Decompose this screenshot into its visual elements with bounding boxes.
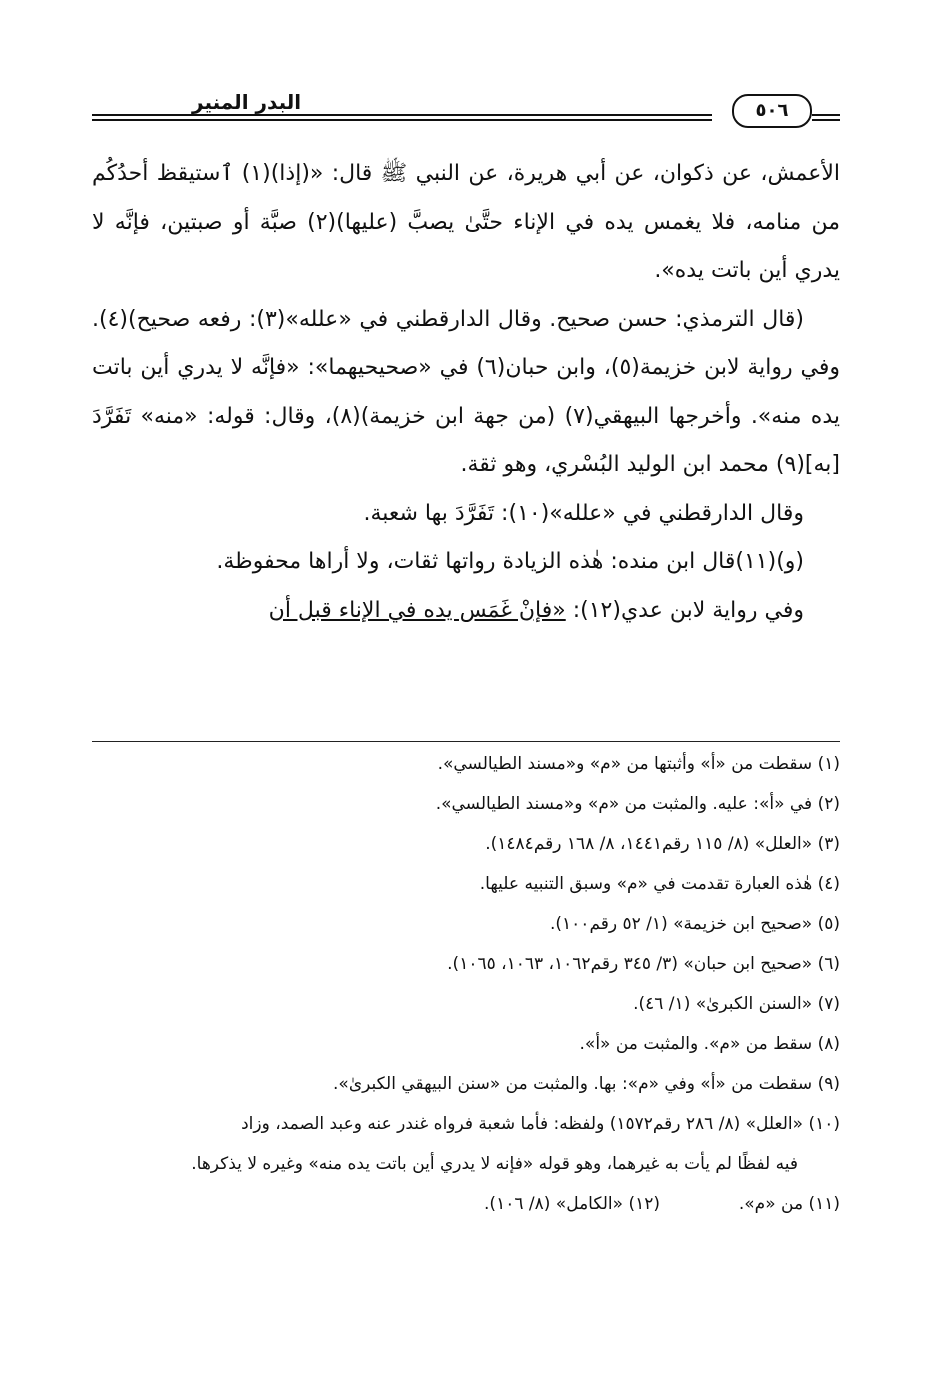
footnote-10 [92,1104,840,1184]
footnote-12: (١٢) «الكامل» (٨/ ١٠٦). [484,1194,660,1214]
paragraph-3: وقال الدارقطني في «علله»(١٠): تَفَرَّدَ بها شعبة. [363,500,804,526]
footnote-10-line-1: (١٠) «العلل» (٨/ ٢٨٦ رقم١٥٧٢) ولفظه: فأما شعبة فرواه غندر عنه وعبد الصمد، وزاد [241,1114,840,1134]
footnote-7: (٧) «السنن الكبرىٰ» (١/ ٤٦). [633,994,840,1014]
footnote-8: (٨) سقط من «م». والمثبت من «أ». [579,1034,840,1054]
paragraph-5 [92,587,840,636]
footnote-separator [92,741,840,742]
paragraph-4: (و)(١١)قال ابن منده: هٰذه الزيادة رواتها ثقات، ولا أراها محفوظة. [216,549,804,574]
footnote-4: (٤) هٰذه العبارة تقدمت في «م» وسبق التنبيه عليها. [479,874,840,894]
header-rule [92,114,712,122]
footnote-1: (١) سقطت من «أ» وأثبتها من «م» و«مسند الطيالسي». [437,754,840,774]
footnote-5: (٥) «صحيح ابن خزيمة» (١/ ٥٢ رقم١٠٠). [550,914,840,934]
footnote-row-11-12 [92,1184,840,1224]
page-number: ٥٠٦ [732,94,812,128]
footnote-6: (٦) «صحيح ابن حبان» (٣/ ٣٤٥ رقم١٠٦٢، ١٠٦٣، ١٠٦٥). [447,954,840,974]
paragraph-5-start: وفي رواية لابن عدي(١٢): [565,597,804,623]
paragraph-2: (قال الترمذي: حسن صحيح. وقال الدارقطني في «علله»(٣): رفعه صحيح)(٤). وفي رواية لابن خزيمة(٥)، وابن حبان(٦) في «صحيحيهما»: «فإنَّه لا يدري أين باتت يده منه». وأخرجها البيهقي(٧) (من جهة ابن خزيمة)(٨)، وقال: قوله: «منه» تَفَرَّدَ [به](٩) محمد ابن الوليد البُسْري، وهو ثقة. [92,306,840,477]
header-rule-tail [812,114,840,122]
paragraph-1: الأعمش، عن ذكوان، عن أبي هريرة، عن النبي ﷺ قال: «(إذا)(١) ٱستيقظ أحدُكُم من منامه، فلا يغمس يده في الإناء حتَّىٰ يصبَّ (عليها)(٢) صبَّة أو صبتين، فإنَّه لا يدري أين باتت يده». [92,161,841,283]
footnote-9: (٩) سقطت من «أ» وفي «م»: بها. والمثبت من «سنن البيهقي الكبرىٰ». [333,1074,840,1094]
footnote-2: (٢) في «أ»: عليه. والمثبت من «م» و«مسند الطيالسي». [435,794,840,814]
running-title: البدر المنير [192,90,302,114]
footnote-3: (٣) «العلل» (٨/ ١١٥ رقم١٤٤١، ٨/ ١٦٨ رقم١٤٨٤). [485,834,840,854]
footnotes [92,744,840,1224]
page-header [92,86,840,126]
main-text [92,150,840,635]
footnote-10-line-2: فيه لفظًا لم يأت به غيرهما، وهو قوله «فإنه لا يدري أين باتت يده منه» وغيره لا يذكرها. [191,1154,798,1174]
paragraph-5-quote: «فإنْ غَمَس يده في الإناء قبل أن [268,597,566,623]
footnote-11: (١١) من «م». [738,1194,840,1214]
